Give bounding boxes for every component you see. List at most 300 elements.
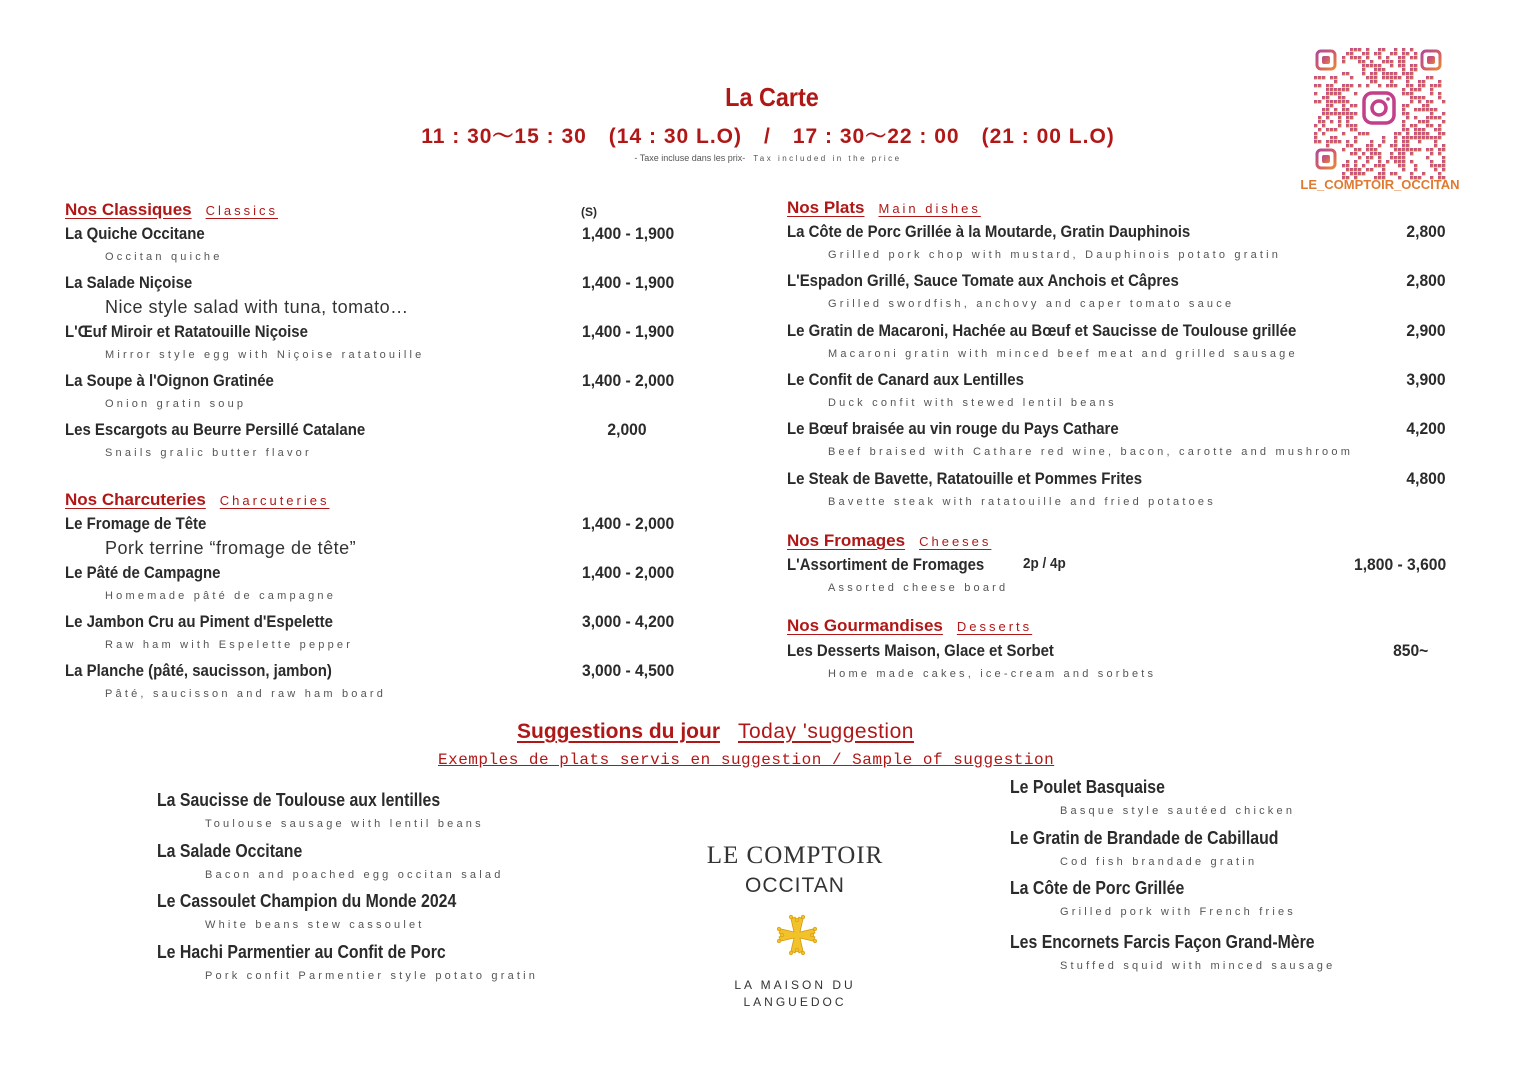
- qr-module: [1314, 76, 1317, 79]
- qr-module: [1406, 104, 1409, 107]
- qr-module: [1426, 120, 1429, 123]
- dish-price: 1,400 - 1,900: [581, 322, 674, 341]
- dish-portion: 2p / 4p: [1023, 555, 1066, 572]
- qr-module: [1330, 128, 1333, 131]
- dish-price: 3,900: [1406, 369, 1446, 389]
- qr-module: [1426, 100, 1429, 103]
- section-title-en: Classics: [205, 203, 279, 218]
- qr-module: [1326, 112, 1329, 115]
- dish-price: 850~: [1392, 641, 1428, 660]
- qr-module: [1374, 68, 1377, 71]
- qr-module: [1326, 88, 1329, 91]
- qr-module: [1374, 148, 1377, 151]
- qr-module: [1346, 100, 1349, 103]
- qr-module: [1358, 156, 1361, 159]
- qr-module: [1354, 92, 1357, 95]
- qr-module: [1370, 60, 1373, 63]
- dish-name: Les Escargots au Beurre Persillé Catalane: [65, 420, 366, 439]
- qr-module: [1350, 112, 1353, 115]
- suggestion-name: La Salade Occitane: [157, 841, 303, 861]
- qr-module: [1330, 136, 1333, 139]
- qr-module: [1386, 72, 1389, 75]
- qr-module: [1402, 104, 1405, 107]
- qr-module: [1342, 112, 1345, 115]
- qr-module: [1438, 128, 1441, 131]
- qr-module: [1422, 96, 1425, 99]
- qr-module: [1410, 88, 1413, 91]
- qr-module: [1370, 64, 1373, 67]
- dish-name: Le Confit de Canard aux Lentilles: [787, 369, 1024, 389]
- qr-module: [1326, 92, 1329, 95]
- suggestion-name: Le Cassoulet Champion du Monde 2024: [157, 891, 457, 911]
- qr-module: [1414, 148, 1417, 151]
- qr-module: [1418, 96, 1421, 99]
- suggestion-description: Pork confit Parmentier style potato gratin: [205, 970, 539, 982]
- qr-module: [1426, 132, 1429, 135]
- qr-module: [1346, 116, 1349, 119]
- qr-module: [1382, 140, 1385, 143]
- qr-module: [1426, 136, 1429, 139]
- qr-module: [1330, 76, 1333, 79]
- dish-name: La Salade Niçoise: [65, 273, 193, 292]
- qr-module: [1342, 84, 1345, 87]
- qr-module: [1390, 52, 1393, 55]
- qr-module: [1346, 108, 1349, 111]
- section-title-fr: Nos Fromages: [787, 531, 906, 550]
- qr-module: [1402, 56, 1405, 59]
- dish-price: 2,800: [1406, 271, 1446, 291]
- qr-module: [1346, 160, 1349, 163]
- qr-module: [1398, 64, 1401, 67]
- qr-module: [1354, 56, 1357, 59]
- qr-module: [1346, 88, 1349, 91]
- dish-name: Le Bœuf braisée au vin rouge du Pays Cathare: [787, 419, 1119, 439]
- instagram-handle[interactable]: LE_COMPTOIR_OCCITAN: [1300, 177, 1460, 192]
- section-title-en: Charcuteries: [219, 493, 330, 508]
- qr-module: [1354, 136, 1357, 139]
- currency-unit: (S): [581, 205, 597, 219]
- qr-module: [1394, 84, 1397, 87]
- qr-module: [1314, 136, 1317, 139]
- qr-module: [1414, 168, 1417, 171]
- qr-module: [1406, 140, 1409, 143]
- tax-note-fr: - Taxe incluse dans les prix-: [634, 153, 746, 163]
- qr-module: [1410, 68, 1413, 71]
- dish-name: L'Espadon Grillé, Sauce Tomate aux Anchois et Câpres: [787, 271, 1179, 291]
- dish-description: Bavette steak with ratatouille and fried potatoes: [828, 495, 1216, 508]
- qr-module: [1370, 156, 1373, 159]
- qr-module: [1410, 76, 1413, 79]
- qr-module: [1418, 148, 1421, 151]
- qr-module: [1394, 72, 1397, 75]
- qr-module: [1390, 84, 1393, 87]
- qr-module: [1358, 148, 1361, 151]
- dish-description: Grilled pork chop with mustard, Dauphinois potato gratin: [828, 249, 1282, 261]
- qr-module: [1330, 120, 1333, 123]
- qr-module: [1350, 52, 1353, 55]
- suggestion-description: Basque style sautéed chicken: [1060, 805, 1296, 817]
- qr-module: [1390, 76, 1393, 79]
- qr-module: [1386, 60, 1389, 63]
- qr-module: [1410, 136, 1413, 139]
- qr-module: [1378, 48, 1381, 51]
- qr-module: [1382, 48, 1385, 51]
- qr-module: [1402, 88, 1405, 91]
- qr-module: [1346, 112, 1349, 115]
- qr-module: [1438, 172, 1441, 175]
- dish-price: 2,900: [1406, 320, 1446, 340]
- qr-module: [1342, 72, 1345, 75]
- qr-module: [1346, 52, 1349, 55]
- qr-module: [1378, 64, 1381, 67]
- qr-module: [1370, 152, 1373, 155]
- qr-module: [1410, 48, 1413, 51]
- dish-description: Nice style salad with tuna, tomato…: [105, 297, 409, 317]
- qr-module: [1398, 60, 1401, 63]
- qr-module: [1406, 136, 1409, 139]
- qr-module: [1314, 84, 1317, 87]
- suggestion-name: Le Gratin de Brandade de Cabillaud: [1010, 828, 1279, 848]
- qr-module: [1406, 128, 1409, 131]
- qr-module: [1434, 168, 1437, 171]
- qr-module: [1430, 164, 1433, 167]
- qr-module: [1434, 84, 1437, 87]
- qr-module: [1430, 124, 1433, 127]
- qr-module: [1314, 124, 1317, 127]
- qr-module: [1438, 132, 1441, 135]
- qr-module: [1318, 140, 1321, 143]
- qr-module: [1434, 116, 1437, 119]
- qr-module: [1346, 84, 1349, 87]
- suggestions-title: [517, 720, 914, 744]
- qr-module: [1366, 132, 1369, 135]
- dish-description: Onion gratin soup: [105, 398, 247, 410]
- dish-price: 1,800 - 3,600: [1353, 555, 1446, 574]
- qr-module: [1354, 152, 1357, 155]
- qr-module: [1338, 120, 1341, 123]
- qr-module: [1442, 160, 1445, 163]
- qr-module: [1438, 96, 1441, 99]
- suggestions-title-fr: Suggestions du jour: [517, 720, 720, 743]
- qr-module: [1346, 124, 1349, 127]
- qr-module: [1346, 164, 1349, 167]
- qr-module: [1390, 64, 1393, 67]
- qr-module: [1354, 168, 1357, 171]
- qr-module: [1398, 152, 1401, 155]
- qr-module: [1330, 112, 1333, 115]
- section-title-en: Cheeses: [919, 534, 992, 549]
- qr-module: [1342, 108, 1345, 111]
- qr-module: [1338, 88, 1341, 91]
- qr-module: [1410, 64, 1413, 67]
- qr-module: [1370, 144, 1373, 147]
- qr-module: [1354, 128, 1357, 131]
- qr-module: [1422, 104, 1425, 107]
- qr-module: [1406, 148, 1409, 151]
- qr-module: [1430, 84, 1433, 87]
- qr-module: [1414, 132, 1417, 135]
- qr-module: [1406, 144, 1409, 147]
- instagram-qr-code[interactable]: [1304, 38, 1454, 188]
- qr-module: [1438, 152, 1441, 155]
- qr-module: [1342, 148, 1345, 151]
- qr-module: [1374, 52, 1377, 55]
- qr-module: [1422, 136, 1425, 139]
- qr-module: [1418, 128, 1421, 131]
- qr-module: [1362, 68, 1365, 71]
- qr-module: [1426, 108, 1429, 111]
- suggestions-examples: [438, 751, 1054, 769]
- qr-module: [1402, 148, 1405, 151]
- qr-module: [1366, 84, 1369, 87]
- qr-module: [1350, 76, 1353, 79]
- qr-module: [1422, 80, 1425, 83]
- qr-module: [1334, 140, 1337, 143]
- qr-module: [1370, 80, 1373, 83]
- section-title-en: Desserts: [956, 619, 1033, 634]
- qr-module: [1366, 64, 1369, 67]
- qr-module: [1414, 88, 1417, 91]
- qr-module: [1326, 108, 1329, 111]
- qr-module: [1366, 148, 1369, 151]
- qr-module: [1342, 100, 1345, 103]
- dish-name: L'Assortiment de Fromages: [787, 555, 985, 574]
- section-plats-title: [787, 198, 981, 218]
- qr-module: [1382, 136, 1385, 139]
- dish-name: Le Steak de Bavette, Ratatouille et Pommes Frites: [787, 468, 1143, 488]
- section-title-fr: Nos Plats: [787, 198, 865, 217]
- qr-module: [1330, 92, 1333, 95]
- qr-module: [1402, 68, 1405, 71]
- qr-module: [1378, 156, 1381, 159]
- section-title-en: Main dishes: [878, 201, 981, 216]
- qr-module: [1358, 172, 1361, 175]
- qr-module: [1318, 100, 1321, 103]
- dish-price: 1,400 - 1,900: [581, 273, 674, 292]
- qr-module: [1334, 108, 1337, 111]
- qr-module: [1442, 144, 1445, 147]
- qr-module: [1338, 100, 1341, 103]
- qr-module: [1442, 120, 1445, 123]
- suggestion-description: Grilled pork with French fries: [1060, 906, 1296, 918]
- qr-module: [1326, 84, 1329, 87]
- qr-module: [1334, 88, 1337, 91]
- logo-line4: LANGUEDOC: [743, 995, 847, 1009]
- qr-module: [1374, 164, 1377, 167]
- qr-module: [1366, 48, 1369, 51]
- qr-module: [1326, 96, 1329, 99]
- qr-module: [1354, 160, 1357, 163]
- qr-module: [1398, 156, 1401, 159]
- qr-module: [1374, 64, 1377, 67]
- qr-module: [1314, 132, 1317, 135]
- qr-module: [1354, 140, 1357, 143]
- section-classiques-title: [65, 200, 278, 220]
- dish-name: La Côte de Porc Grillée à la Moutarde, Gratin Dauphinois: [787, 222, 1191, 241]
- qr-module: [1386, 84, 1389, 87]
- qr-module: [1402, 152, 1405, 155]
- qr-module: [1414, 124, 1417, 127]
- dish-description: Mirror style egg with Niçoise ratatouille: [105, 349, 425, 361]
- qr-module: [1322, 132, 1325, 135]
- section-charcuteries-title: [65, 490, 329, 510]
- qr-module: [1366, 156, 1369, 159]
- dish-name: La Soupe à l'Oignon Gratinée: [65, 371, 274, 390]
- qr-module: [1382, 72, 1385, 75]
- qr-module: [1358, 168, 1361, 171]
- qr-module: [1430, 160, 1433, 163]
- suggestions-examples-fr: Exemples de plats servis en suggestion /: [438, 751, 843, 769]
- qr-module: [1378, 152, 1381, 155]
- qr-module: [1414, 56, 1417, 59]
- qr-module: [1410, 160, 1413, 163]
- qr-module: [1322, 124, 1325, 127]
- qr-module: [1394, 48, 1397, 51]
- qr-module: [1314, 92, 1317, 95]
- qr-module: [1370, 168, 1373, 171]
- qr-module: [1330, 140, 1333, 143]
- qr-module: [1406, 72, 1409, 75]
- qr-module: [1342, 88, 1345, 91]
- qr-module: [1426, 116, 1429, 119]
- qr-module: [1354, 164, 1357, 167]
- qr-module: [1338, 116, 1341, 119]
- suggestion-name: La Saucisse de Toulouse aux lentilles: [157, 790, 441, 810]
- qr-module: [1350, 56, 1353, 59]
- qr-module: [1402, 128, 1405, 131]
- qr-module: [1382, 172, 1385, 175]
- qr-module: [1398, 148, 1401, 151]
- qr-module: [1390, 72, 1393, 75]
- qr-module: [1366, 52, 1369, 55]
- qr-module: [1402, 92, 1405, 95]
- qr-module: [1342, 60, 1345, 63]
- dish-description: Duck confit with stewed lentil beans: [828, 396, 1117, 409]
- dish-price: 4,800: [1406, 468, 1446, 488]
- qr-module: [1390, 80, 1393, 83]
- dish-name: Le Gratin de Macaroni, Hachée au Bœuf et Saucisse de Toulouse grillée: [787, 320, 1297, 340]
- qr-module: [1366, 160, 1369, 163]
- qr-module: [1442, 132, 1445, 135]
- qr-module: [1378, 172, 1381, 175]
- qr-module: [1342, 172, 1345, 175]
- qr-module: [1354, 112, 1357, 115]
- qr-module: [1414, 164, 1417, 167]
- dish-price: 1,400 - 2,000: [581, 371, 674, 390]
- qr-module: [1394, 144, 1397, 147]
- qr-module: [1414, 128, 1417, 131]
- instagram-icon: [1361, 90, 1397, 126]
- qr-module: [1390, 156, 1393, 159]
- qr-module: [1422, 172, 1425, 175]
- qr-module: [1398, 76, 1401, 79]
- qr-module: [1430, 112, 1433, 115]
- qr-module: [1330, 88, 1333, 91]
- suggestion-description: Stuffed squid with minced sausage: [1060, 960, 1336, 972]
- qr-module: [1430, 136, 1433, 139]
- qr-module: [1350, 168, 1353, 171]
- qr-module: [1362, 164, 1365, 167]
- qr-module: [1322, 96, 1325, 99]
- qr-module: [1422, 132, 1425, 135]
- qr-module: [1426, 124, 1429, 127]
- qr-module: [1418, 136, 1421, 139]
- qr-module: [1434, 128, 1437, 131]
- qr-module: [1378, 52, 1381, 55]
- qr-module: [1354, 172, 1357, 175]
- qr-module: [1442, 148, 1445, 151]
- qr-module: [1338, 112, 1341, 115]
- qr-module: [1362, 52, 1365, 55]
- section-gourmandises-title: [787, 616, 1032, 636]
- suggestion-name: La Côte de Porc Grillée: [1010, 878, 1185, 898]
- dish-name: Le Fromage de Tête: [65, 514, 207, 533]
- qr-module: [1342, 132, 1345, 135]
- qr-module: [1426, 104, 1429, 107]
- suggestion-description: White beans stew cassoulet: [205, 919, 425, 931]
- qr-module: [1318, 84, 1321, 87]
- qr-module: [1350, 172, 1353, 175]
- qr-module: [1334, 80, 1337, 83]
- suggestions-title-en: Today 'suggestion: [738, 720, 914, 743]
- qr-module: [1418, 84, 1421, 87]
- qr-module: [1402, 156, 1405, 159]
- qr-module: [1414, 52, 1417, 55]
- qr-module: [1382, 164, 1385, 167]
- qr-module: [1394, 172, 1397, 175]
- qr-module: [1358, 60, 1361, 63]
- qr-module: [1346, 72, 1349, 75]
- qr-module: [1402, 48, 1405, 51]
- qr-module: [1322, 120, 1325, 123]
- dish-name: Les Desserts Maison, Glace et Sorbet: [787, 641, 1054, 660]
- qr-module: [1394, 160, 1397, 163]
- qr-module: [1342, 96, 1345, 99]
- qr-module: [1334, 112, 1337, 115]
- qr-module: [1362, 132, 1365, 135]
- qr-module: [1418, 132, 1421, 135]
- qr-module: [1390, 172, 1393, 175]
- qr-module: [1430, 76, 1433, 79]
- qr-module: [1350, 124, 1353, 127]
- qr-module: [1354, 124, 1357, 127]
- qr-module: [1342, 104, 1345, 107]
- qr-module: [1334, 92, 1337, 95]
- qr-module: [1362, 152, 1365, 155]
- dish-description: Raw ham with Espelette pepper: [105, 639, 354, 651]
- qr-module: [1406, 76, 1409, 79]
- qr-module: [1358, 84, 1361, 87]
- qr-module: [1430, 100, 1433, 103]
- qr-module: [1326, 100, 1329, 103]
- qr-module: [1422, 84, 1425, 87]
- qr-module: [1318, 116, 1321, 119]
- qr-module: [1350, 84, 1353, 87]
- qr-module: [1410, 124, 1413, 127]
- qr-module: [1402, 60, 1405, 63]
- dish-price: 1,400 - 1,900: [581, 224, 674, 243]
- qr-module: [1402, 136, 1405, 139]
- qr-module: [1438, 80, 1441, 83]
- qr-module: [1382, 68, 1385, 71]
- qr-module: [1394, 140, 1397, 143]
- qr-module: [1326, 144, 1329, 147]
- qr-module: [1402, 120, 1405, 123]
- section-title-fr: Nos Classiques: [65, 200, 192, 219]
- qr-module: [1362, 60, 1365, 63]
- qr-module: [1362, 172, 1365, 175]
- qr-module: [1398, 160, 1401, 163]
